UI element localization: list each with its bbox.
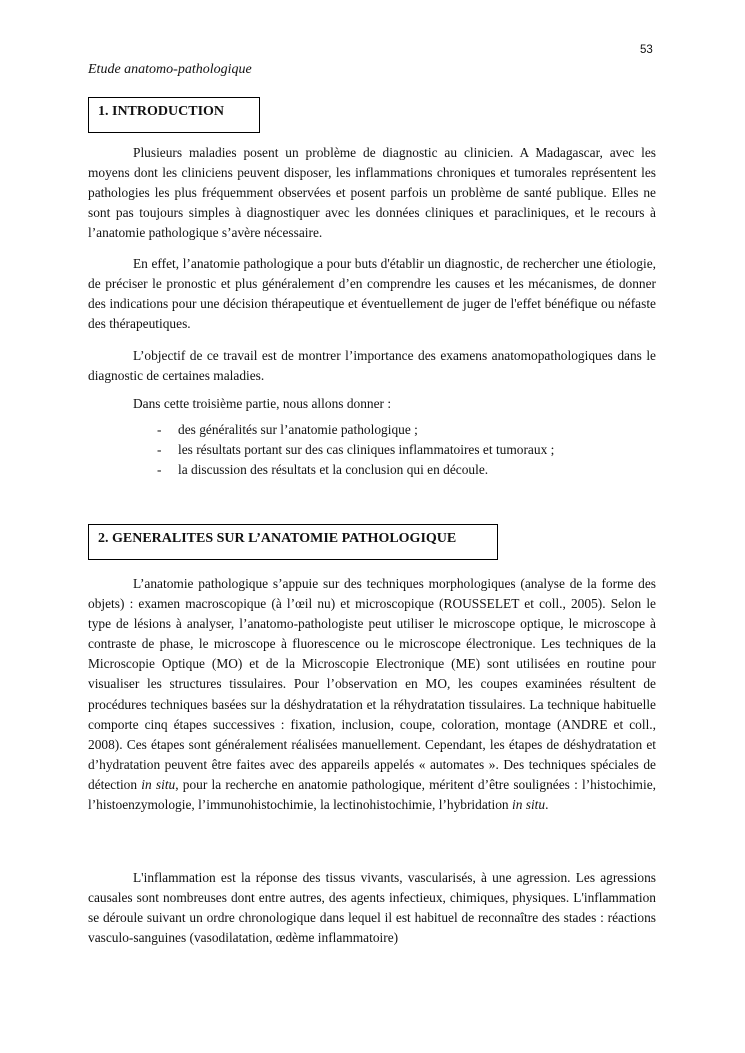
section-2-paragraph-2	[88, 868, 656, 948]
bullet-dash: -	[157, 442, 162, 458]
page-number: 53	[640, 44, 653, 56]
section-1-bullet-list	[88, 420, 656, 480]
bullet-dash: -	[157, 462, 162, 478]
running-header: Etude anatomo-pathologique	[88, 62, 252, 77]
list-intro-text: Dans cette troisième partie, nous allons donner :	[133, 396, 392, 411]
paragraph-text	[88, 574, 656, 815]
list-item-text: les résultats portant sur des cas cliniques inflammatoires et tumoraux ;	[178, 442, 555, 458]
paragraph-text: L’objectif de ce travail est de montrer l’importance des examens anatomopathologiques dans le diagnostic de certaines maladies.	[88, 348, 656, 384]
paragraph-segment: , pour la recherche en anatomie pathologique, méritent d’être soulignées : l’histochimie, l’histoenzymologie, l’immunohistochimie, la lectinohistochimie, l’hybridation	[88, 776, 656, 813]
section-2-paragraph-1	[88, 574, 656, 815]
italic-term: in situ	[511, 797, 546, 813]
list-item	[88, 460, 656, 480]
section-2-heading: 2. GENERALITES SUR L’ANATOMIE PATHOLOGIQUE	[88, 524, 498, 560]
section-1-heading: 1. INTRODUCTION	[88, 97, 260, 133]
paragraph-segment: L’anatomie pathologique s’appuie sur des techniques morphologiques (analyse de la forme des objets) : examen macroscopique (à l’œil nu) et microscopique (ROUSSELET et coll., 2005). Selon le type de lésions à analyser, l’anatomo-pathologiste peut utiliser le microscope optique, le microscope à contraste de phase, le microscope à fluorescence ou le microscope électronique. Les techniques de la Microscopie Optique (MO) et de la Microscopie Electronique (ME) sont utilisées en routine pour visualiser les structures tissulaires. Pour l’observation en MO, les coupes examinées résultent de procédures techniques basées sur la déshydratation et la réhydratation tissulaires. La technique habituelle comporte cinq étapes successives : fixation, inclusion, coupe, coloration, montage (ANDRE et coll., 2008). Ces étapes sont généralement réalisées manuellement. Cependant, les étapes de déshydratation et d’hydratation peuvent être faites avec des appareils appelés « automates ». Des techniques spéciales de détection	[88, 576, 656, 792]
paragraph-text: En effet, l’anatomie pathologique a pour buts d'établir un diagnostic, de rechercher une étiologie, de préciser le pronostic et plus généralement d’en comprendre les causes et les mécanismes, de donner des indications pour une décision thérapeutique et éventuellement de juger de l'effet bénéfique ou néfaste des thérapeutiques.	[88, 256, 656, 332]
italic-term: in situ	[141, 776, 176, 792]
paragraph-text: Plusieurs maladies posent un problème de diagnostic au clinicien. A Madagascar, avec les moyens dont les cliniciens peuvent disposer, les inflammations chroniques et tumorales représentent les pathologies les plus fréquemment observées et posent parfois un problème de santé publique. Elles ne sont pas toujours simples à diagnostiquer avec les données cliniques et paracliniques, et le recours à l’anatomie pathologique s’avère nécessaire.	[88, 145, 656, 241]
section-1-paragraph-1	[88, 143, 656, 243]
list-item-text: la discussion des résultats et la conclusion qui en découle.	[178, 462, 489, 478]
section-1-list-intro	[88, 394, 656, 414]
list-item	[88, 440, 656, 460]
section-1-paragraph-2	[88, 254, 656, 334]
paragraph-text: L'inflammation est la réponse des tissus vivants, vascularisés, à une agression. Les agressions causales sont nombreuses dont entre autres, des agents infectieux, chimiques, physiques. L'inflammation se déroule suivant un ordre chronologique dans lequel il est habituel de reconnaître des stades : réactions vasculo-sanguines (vasodilatation, œdème inflammatoire)	[88, 870, 656, 946]
section-1-paragraph-3	[88, 346, 656, 386]
list-item	[88, 420, 656, 440]
bullet-dash: -	[157, 422, 162, 437]
list-item-text: des généralités sur l’anatomie pathologique ;	[178, 422, 418, 437]
paragraph-segment: .	[545, 797, 549, 813]
